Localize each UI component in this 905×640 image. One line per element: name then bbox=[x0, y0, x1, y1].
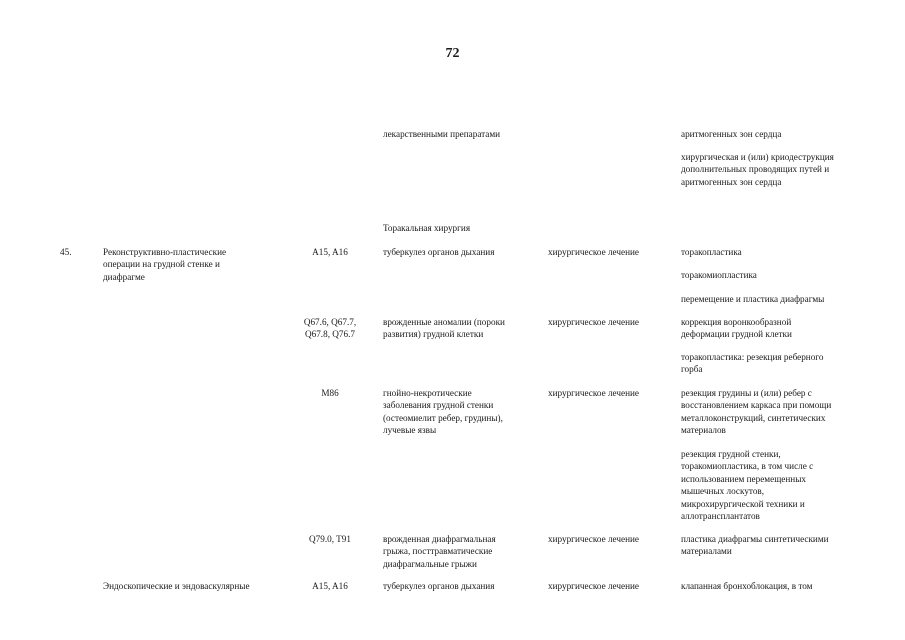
procedure-name-next bbox=[103, 580, 250, 592]
patient-model-line: (остеомиелит ребер, грудины), bbox=[383, 412, 503, 423]
diagnosis-codes-line: Q79.0, T91 bbox=[309, 534, 351, 544]
treatment-type-line: хирургическое лечение bbox=[548, 247, 639, 257]
patient-model-line: врожденные аномалии (пороки bbox=[383, 317, 505, 327]
treatment-cont-2-line: хирургическая и (или) криодеструкция bbox=[681, 152, 834, 162]
treatment-method-line: восстановлением каркаса при помощи bbox=[681, 400, 832, 411]
treatment-method bbox=[681, 387, 831, 437]
treatment-type-next bbox=[548, 580, 639, 592]
treatment-method-line: металлоконструкций, синтетических bbox=[681, 412, 826, 423]
procedure-name-line: операции на грудной стенке и bbox=[103, 259, 220, 270]
treatment-method-next bbox=[681, 580, 813, 592]
treatment-method-line: микрохирургической техники и bbox=[681, 498, 805, 509]
treatment-type bbox=[548, 246, 639, 258]
diagnosis-codes-next bbox=[290, 580, 370, 592]
treatment-method-line: использованием перемещенных bbox=[681, 473, 806, 484]
treatment-method-line: мышечных лоскутов, bbox=[681, 486, 765, 497]
treatment-method-line: материалами bbox=[681, 546, 732, 557]
treatment-method-line: материалов bbox=[681, 425, 726, 436]
patient-model bbox=[383, 387, 503, 437]
treatment-type-line: хирургическое лечение bbox=[548, 388, 639, 398]
diagnosis-codes-line: A15, A16 bbox=[312, 247, 348, 257]
patient-model bbox=[383, 316, 505, 341]
procedure-name-line: Реконструктивно-пластические bbox=[103, 247, 227, 257]
patient-model-line: гнойно-некротические bbox=[383, 388, 472, 398]
patient-model-line: диафрагмальные грыжи bbox=[383, 558, 477, 569]
patient-model bbox=[383, 533, 496, 570]
treatment-cont-1 bbox=[681, 128, 781, 140]
treatment-type-next-line: хирургическое лечение bbox=[548, 581, 639, 591]
treatment-method bbox=[681, 533, 829, 558]
method-cont bbox=[383, 128, 500, 140]
patient-model-line: заболевания грудной стенки bbox=[383, 400, 494, 411]
patient-model-line: туберкулез органов дыхания bbox=[383, 247, 495, 257]
diagnosis-codes bbox=[290, 387, 370, 399]
treatment-method-line: коррекция воронкообразной bbox=[681, 317, 792, 327]
treatment-cont-2-line: дополнительных проводящих путей и bbox=[681, 164, 830, 175]
treatment-method bbox=[681, 293, 824, 305]
treatment-method-line: деформации грудной клетки bbox=[681, 329, 792, 340]
patient-model-next bbox=[383, 580, 494, 592]
patient-model-line: грыжа, посттравматические bbox=[383, 546, 493, 557]
row-number: 45. bbox=[60, 247, 72, 257]
patient-model-line: врожденная диафрагмальная bbox=[383, 534, 496, 544]
treatment-type bbox=[548, 316, 639, 328]
treatment-type bbox=[548, 533, 639, 545]
diagnosis-codes-line: Q67.8, Q76.7 bbox=[304, 329, 356, 340]
treatment-method-line: торакопластика: резекция реберного bbox=[681, 352, 824, 362]
diagnosis-codes bbox=[290, 533, 370, 545]
patient-model-line: развития) грудной клетки bbox=[383, 329, 484, 340]
treatment-type-line: хирургическое лечение bbox=[548, 317, 639, 327]
treatment-cont-2 bbox=[681, 151, 834, 188]
diagnosis-codes bbox=[290, 316, 370, 341]
treatment-method-next-line: клапанная бронхоблокация, в том bbox=[681, 581, 813, 591]
treatment-method-line: торакопластика bbox=[681, 247, 742, 257]
treatment-method-line: торакомиопластика, в том числе с bbox=[681, 461, 814, 472]
procedure-name-next-line: Эндоскопические и эндоваскулярные bbox=[103, 581, 250, 591]
treatment-method bbox=[681, 269, 757, 281]
page-number: 72 bbox=[445, 46, 460, 61]
treatment-method-line: торакомиопластика bbox=[681, 270, 757, 280]
treatment-method-line: перемещение и пластика диафрагмы bbox=[681, 294, 825, 304]
treatment-type bbox=[548, 387, 639, 399]
treatment-cont-2-line: аритмогенных зон сердца bbox=[681, 176, 782, 187]
treatment-method-line: пластика диафрагмы синтетическими bbox=[681, 534, 829, 544]
patient-model-line: лучевые язвы bbox=[383, 425, 437, 436]
treatment-method bbox=[681, 448, 813, 522]
treatment-method-line: аллотрансплантатов bbox=[681, 511, 760, 522]
diagnosis-codes-line: M86 bbox=[321, 388, 339, 398]
procedure-name bbox=[103, 246, 226, 283]
treatment-cont-1-line: аритмогенных зон сердца bbox=[681, 129, 782, 139]
treatment-method-line: резекция грудной стенки, bbox=[681, 449, 781, 459]
diagnosis-codes-next-line: A15, A16 bbox=[312, 581, 348, 591]
treatment-method bbox=[681, 246, 742, 258]
treatment-method-line: резекция грудины и (или) ребер с bbox=[681, 388, 812, 398]
treatment-type-line: хирургическое лечение bbox=[548, 534, 639, 544]
patient-model-next-line: туберкулез органов дыхания bbox=[383, 581, 495, 591]
diagnosis-codes bbox=[290, 246, 370, 258]
diagnosis-codes-line: Q67.6, Q67.7, bbox=[303, 317, 357, 327]
treatment-method-line: горба bbox=[681, 364, 703, 375]
procedure-name-line: диафрагме bbox=[103, 271, 145, 282]
section-heading: Торакальная хирургия bbox=[383, 223, 471, 233]
treatment-method bbox=[681, 351, 823, 376]
patient-model bbox=[383, 246, 494, 258]
method-cont-line: лекарственными препаратами bbox=[383, 129, 501, 139]
treatment-method bbox=[681, 316, 792, 341]
